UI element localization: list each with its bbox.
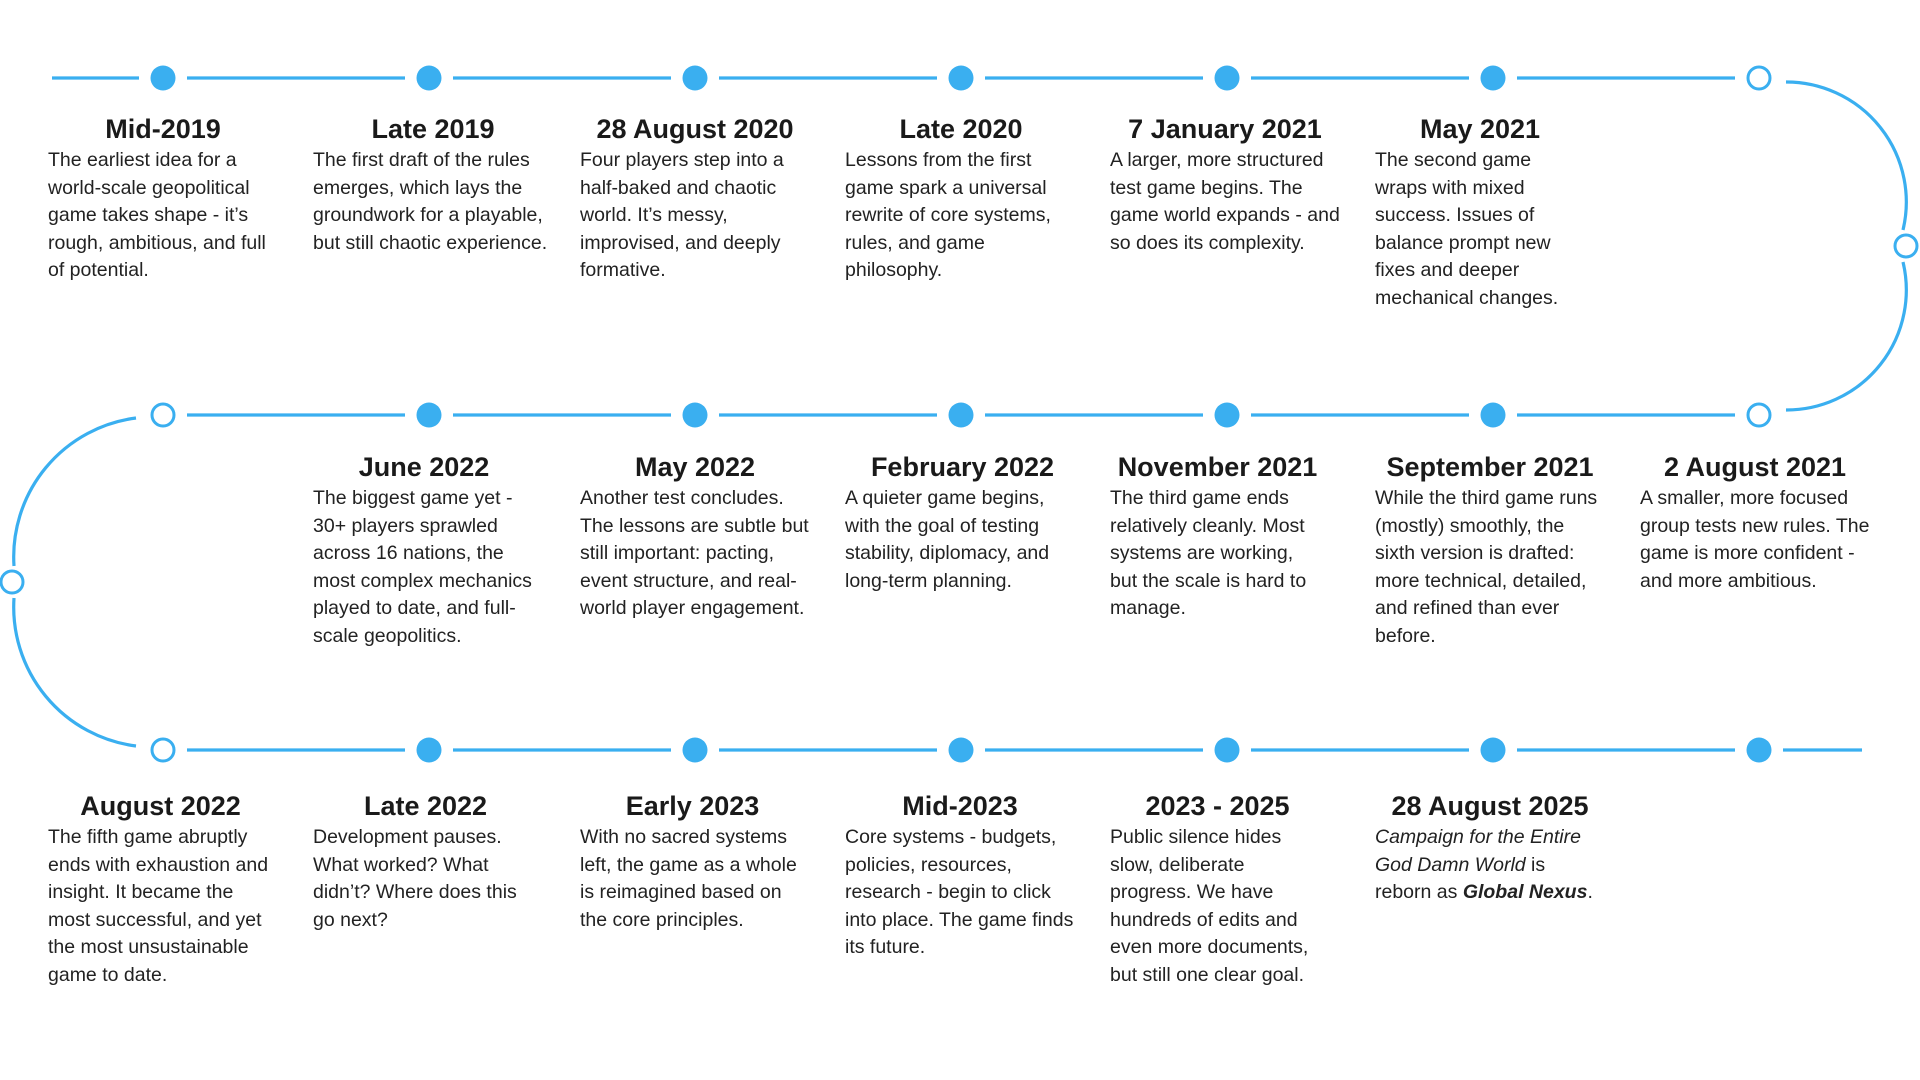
timeline-marker-late-2022: [417, 738, 442, 763]
timeline-marker-2023-2025: [1215, 738, 1240, 763]
timeline-marker-end: [1747, 738, 1772, 763]
event-description: With no sacred systems left, the game as a whole is reimagined based on the core principles.: [580, 826, 797, 931]
event-description: Core systems - budgets, policies, resources, research - begin to click into place. The game finds its future.: [845, 826, 1074, 959]
event-description: Public silence hides slow, deliberate progress. We have hundreds of edits and even more documents, but still one clear goal.: [1110, 826, 1309, 986]
event-description: Another test concludes. The lessons are subtle but still important: pacting, event structure, and real-world player engagement.: [580, 487, 809, 620]
event-title: Early 2023: [625, 791, 760, 821]
event-description: [1375, 824, 1605, 907]
event-description: The first draft of the rules emerges, which lays the groundwork for a playable, but still chaotic experience.: [313, 149, 548, 254]
timeline-curve: [14, 418, 136, 566]
event-title: February 2022: [870, 452, 1055, 482]
event-title: Mid-2019: [105, 114, 221, 144]
event-feb-2022: [845, 451, 1080, 595]
event-title: 7 January 2021: [1128, 114, 1322, 144]
timeline-curve: [1786, 82, 1906, 230]
event-aug-2022: [48, 790, 273, 990]
timeline-curve: [1786, 262, 1906, 410]
timeline-marker-jun-2022: [417, 403, 442, 428]
event-title: May 2022: [634, 452, 756, 482]
event-title: Late 2020: [899, 114, 1023, 144]
event-title: Late 2022: [363, 791, 488, 821]
event-title: 28 August 2020: [596, 114, 794, 144]
event-description: The biggest game yet - 30+ players sprawled across 16 nations, the most complex mechanics played to date, and full-scale geopolitics.: [313, 487, 532, 647]
event-description: A larger, more structured test game begins. The game world expands - and so does its complexity.: [1110, 149, 1340, 254]
timeline-marker-nov-2021: [1215, 403, 1240, 428]
event-description-italic: Campaign for the Entire God Damn World: [1375, 826, 1581, 876]
timeline-marker-late-2019: [417, 66, 442, 91]
event-sep-2021: [1375, 451, 1605, 651]
event-title: 2 August 2021: [1663, 452, 1847, 482]
timeline-curve: [14, 598, 136, 746]
event-description-middle: is reborn as: [1375, 853, 1546, 904]
event-aug-2025: [1375, 790, 1605, 907]
timeline-marker-aug-2020: [683, 66, 708, 91]
event-late-2020: [845, 113, 1077, 285]
timeline-marker-may-2022: [683, 403, 708, 428]
event-title: September 2021: [1386, 452, 1594, 482]
event-title: Mid-2023: [902, 791, 1018, 821]
event-mid-2019: [48, 113, 278, 285]
event-description: While the third game runs (mostly) smoothly, the sixth version is drafted: more technical, detailed, and refined than ever before.: [1375, 487, 1598, 647]
event-mid-2023: [845, 790, 1075, 962]
timeline-marker-late-2020: [949, 66, 974, 91]
event-title: Late 2019: [371, 114, 495, 144]
event-description: The third game ends relatively cleanly. Most systems are working, but the scale is hard to manage.: [1110, 487, 1307, 620]
event-description: A smaller, more focused group tests new rules. The game is more confident - and more ambitious.: [1640, 487, 1870, 592]
timeline-marker-feb-2022: [949, 403, 974, 428]
timeline-marker-jan-2021: [1215, 66, 1240, 91]
event-2023-2025: [1110, 790, 1325, 990]
timeline-marker-aug-2022: [152, 739, 174, 761]
event-jan-2021: [1110, 113, 1340, 257]
timeline-marker-left-curve: [1, 571, 23, 593]
event-description: The earliest idea for a world-scale geopolitical game takes shape - it’s rough, ambitious, and full of potential.: [48, 149, 266, 282]
timeline-marker-aug-2021: [1748, 404, 1770, 426]
timeline-marker-mid-2019: [151, 66, 176, 91]
timeline-marker-turn: [1748, 67, 1770, 89]
event-title: 2023 - 2025: [1145, 791, 1290, 821]
event-jun-2022: [313, 451, 535, 651]
event-description: A quieter game begins, with the goal of testing stability, diplomacy, and long-term planning.: [845, 487, 1050, 592]
timeline-marker-early-2023: [683, 738, 708, 763]
event-early-2023: [580, 790, 805, 934]
timeline-marker-may-2021: [1481, 66, 1506, 91]
event-description-bold-italic: Global Nexus: [1462, 881, 1588, 904]
event-title: June 2022: [358, 452, 490, 482]
timeline-marker-turn: [152, 404, 174, 426]
event-late-2019: [313, 113, 553, 257]
event-description: The fifth game abruptly ends with exhaustion and insight. It became the most successful, and yet the most unsustainable game to date.: [48, 826, 269, 986]
event-title: November 2021: [1117, 452, 1318, 482]
event-late-2022: [313, 790, 538, 934]
event-description: Lessons from the first game spark a universal rewrite of core systems, rules, and game philosophy.: [845, 149, 1051, 282]
event-title: May 2021: [1419, 114, 1541, 144]
event-nov-2021: [1110, 451, 1325, 623]
event-may-2021: [1375, 113, 1585, 313]
event-description: Four players step into a half-baked and chaotic world. It’s messy, improvised, and deeply formative.: [580, 149, 784, 282]
event-aug-2021: [1640, 451, 1870, 595]
event-description: The second game wraps with mixed success. Issues of balance prompt new fixes and deeper mechanical changes.: [1375, 149, 1559, 309]
timeline-marker-mid-2023: [949, 738, 974, 763]
timeline-marker-aug-2025: [1481, 738, 1506, 763]
event-may-2022: [580, 451, 810, 623]
event-description: Development pauses. What worked? What didn’t? Where does this go next?: [313, 826, 517, 931]
timeline-marker-sep-2021: [1481, 403, 1506, 428]
event-title: 28 August 2025: [1391, 791, 1589, 821]
event-description-end: .: [1587, 881, 1593, 904]
event-aug-2020: [580, 113, 810, 285]
event-title: August 2022: [80, 791, 241, 821]
timeline-marker-right-curve: [1895, 235, 1917, 257]
